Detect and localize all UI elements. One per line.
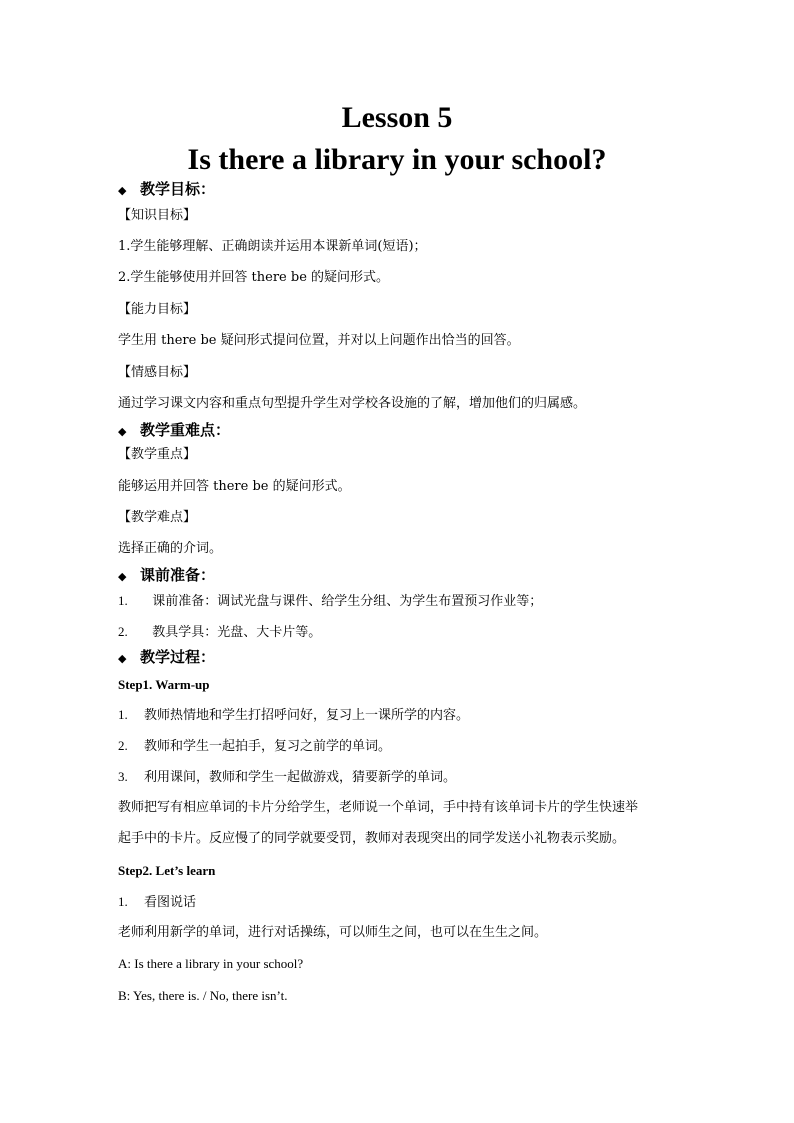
step1-item: 2. 教师和学生一起拍手，复习之前学的单词。 xyxy=(118,738,392,754)
preparation-item: 1. 课前准备：调试光盘与课件、给学生分组、为学生布置预习作业等； xyxy=(118,593,543,609)
diamond-bullet-icon: ◆ xyxy=(118,184,127,197)
preparation-item: 2. 教具学具：光盘、大卡片等。 xyxy=(118,624,322,640)
lesson-subtitle: Is there a library in your school? xyxy=(187,143,607,176)
focus-label: 【教学重点】 xyxy=(118,447,197,462)
preparation-heading: ◆ 课前准备： xyxy=(118,566,216,584)
knowledge-label: 【知识目标】 xyxy=(118,208,197,223)
knowledge-item-2: 2.学生能够使用并回答 there be 的疑问形式。 xyxy=(118,270,390,285)
focus-text: 能够运用并回答 there be 的疑问形式。 xyxy=(118,479,351,494)
diamond-bullet-icon: ◆ xyxy=(118,425,127,438)
step2-title: Step2. Let’s learn xyxy=(118,863,216,878)
emotion-text: 通过学习课文内容和重点句型提升学生对学校各设施的了解，增加他们的归属感。 xyxy=(118,396,587,411)
dialog-line-b: B: Yes, there is. / No, there isn’t. xyxy=(118,988,288,1003)
difficulty-label: 【教学难点】 xyxy=(118,510,197,525)
difficulty-text: 选择正确的介词。 xyxy=(118,541,223,556)
lesson-title: Lesson 5 xyxy=(341,101,453,134)
process-heading: ◆ 教学过程： xyxy=(118,648,216,666)
dialog-line-a: A: Is there a library in your school? xyxy=(118,956,304,971)
diamond-bullet-icon: ◆ xyxy=(118,570,127,583)
step2-item: 1. 看图说话 xyxy=(118,894,197,910)
knowledge-item-1: 1.学生能够理解、正确朗读并运用本课新单词(短语)； xyxy=(118,239,427,254)
step1-paragraph-line: 教师把写有相应单词的卡片分给学生，老师说一个单词，手中持有该单词卡片的学生快速举 xyxy=(118,800,639,815)
ability-text: 学生用 there be 疑问形式提问位置，并对以上问题作出恰当的回答。 xyxy=(118,333,520,348)
step1-title: Step1. Warm-up xyxy=(118,677,210,692)
step1-item: 3. 利用课间，教师和学生一起做游戏，猜要新学的单词。 xyxy=(118,769,457,785)
step1-paragraph-line: 起手中的卡片。反应慢了的同学就要受罚，教师对表现突出的同学发送小礼物表示奖励。 xyxy=(118,831,626,846)
objectives-heading: ◆ 教学目标： xyxy=(118,180,216,198)
key-points-heading: ◆ 教学重难点： xyxy=(118,421,231,439)
ability-label: 【能力目标】 xyxy=(118,302,197,317)
diamond-bullet-icon: ◆ xyxy=(118,652,127,665)
emotion-label: 【情感目标】 xyxy=(118,365,197,380)
step2-paragraph: 老师利用新学的单词，进行对话操练，可以师生之间，也可以在生生之间。 xyxy=(118,925,548,940)
step1-item: 1. 教师热情地和学生打招呼问好，复习上一课所学的内容。 xyxy=(118,707,470,723)
